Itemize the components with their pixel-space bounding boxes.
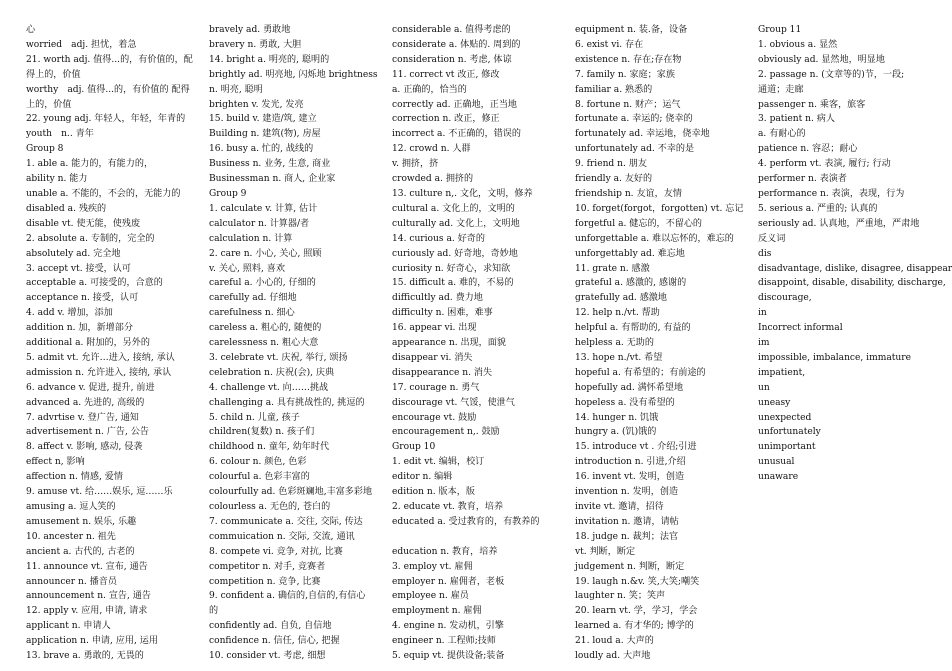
text-line: 3. accept vt. 接受，认可 <box>26 263 131 274</box>
text-line: calculator n. 计算器/者 <box>209 218 310 229</box>
text-line: bravely ad. 勇敢地 <box>209 25 291 35</box>
text-line: 2. care n. 小心, 关心, 照顾 <box>209 248 322 259</box>
text-line: brighten v. 发光, 发亮 <box>209 99 304 110</box>
text-line: hungry a. (饥)饿的 <box>575 427 657 438</box>
text-line: 3. employ vt. 雇佣 <box>392 561 473 572</box>
text-line: hopefully ad. 满怀希望地 <box>575 382 684 393</box>
text-line: 7. family n. 家庭；家族 <box>575 69 675 80</box>
text-line: 21. loud a. 大声的 <box>575 636 654 647</box>
text-line: applicant n. 申请人 <box>26 621 111 632</box>
text-line: ability n. 能力 <box>26 174 88 185</box>
text-line: 8. compete vi. 竞争, 对抗, 比赛 <box>209 546 343 557</box>
text-line: bravery n. 勇敢, 大胆 <box>209 39 302 50</box>
text-line: helpful a. 有帮助的, 有益的 <box>575 323 691 334</box>
text-line: childhood n. 童年, 幼年时代 <box>209 442 330 453</box>
text-line: 16. invent vt. 发明，创造 <box>575 472 685 483</box>
text-line: 22. young adj. 年轻人，年轻，年青的 <box>26 114 186 125</box>
text-line: colourfully ad. 色彩斑斓地,丰富多彩地 <box>209 487 373 498</box>
text-line: considerable a. 值得考虑的 <box>392 25 511 35</box>
text-line: 4. perform vt. 表演, 履行; 行动 <box>758 159 891 170</box>
text-line: 9. confident a. 确信的,自信的,有信心 <box>209 591 366 602</box>
text-line: challenging a. 具有挑战性的, 挑逗的 <box>209 397 365 408</box>
text-line: confidently ad. 自负, 自信地 <box>209 621 332 632</box>
text-line: 17. courage n. 勇气 <box>392 382 480 393</box>
text-line: 4. add v. 增加，添加 <box>26 308 113 319</box>
text-line: friendly a. 友好的 <box>575 174 653 185</box>
text-line: 5. admit vt. 允许…进入, 接纳, 承认 <box>26 352 175 363</box>
text-line: un <box>758 382 770 393</box>
text-line: competition n. 竞争, 比赛 <box>209 576 321 587</box>
text-line: appearance n. 出现，面貌 <box>392 338 506 349</box>
text-line: 1. obvious a. 显然 <box>758 39 838 50</box>
text-line: invention n. 发明，创造 <box>575 487 679 498</box>
text-line: 7. communicate a. 交往, 交际, 传达 <box>209 516 363 527</box>
text-line: Group 10 <box>392 442 436 453</box>
text-line: engineer n. 工程师;技师 <box>392 636 496 647</box>
text-line: 9. amuse vt. 给……娱乐, 逗……乐 <box>26 487 173 498</box>
text-line: unimportant <box>758 442 816 453</box>
text-line: worried adj. 担忧，着急 <box>26 39 137 50</box>
text-line: cultural a. 文化上的，文明的 <box>392 203 515 214</box>
text-line: 9. friend n. 朋友 <box>575 159 647 170</box>
text-line: 6. exist vi. 存在 <box>575 39 644 50</box>
text-line: acceptance n. 接受，认可 <box>26 293 139 304</box>
text-line: Group 11 <box>758 25 802 35</box>
text-line: consideration n. 考虑, 体谅 <box>392 54 512 65</box>
text-line: curiously ad. 好奇地，奇妙地 <box>392 248 518 259</box>
text-line: 5. child n. 儿童, 孩子 <box>209 412 300 423</box>
text-line: loudly ad. 大声地 <box>575 651 651 662</box>
text-line: friendship n. 友谊，友情 <box>575 188 682 199</box>
text-line: 4. challenge vt. 向……挑战 <box>209 382 329 393</box>
text-line: unexpected <box>758 412 812 423</box>
text-line: v. 拥挤，挤 <box>392 159 439 170</box>
text-line: advertisement n. 广告, 公告 <box>26 427 149 438</box>
text-line: 13. hope n./vt. 希望 <box>575 352 663 363</box>
text-line: Group 9 <box>209 188 247 199</box>
text-line: difficulty n. 困难，难事 <box>392 308 493 319</box>
text-line: unforgettable a. 难以忘怀的，难忘的 <box>575 233 734 244</box>
text-line: celebration n. 庆祝(会), 庆典 <box>209 367 335 378</box>
text-line: laughter n. 笑；笑声 <box>575 591 666 602</box>
text-line: edition n. 版本，版 <box>392 487 475 498</box>
text-line: 8. affect v. 影响, 感动, 侵袭 <box>26 442 143 453</box>
text-line: 的 <box>209 606 219 617</box>
text-line: editor n. 编辑 <box>392 472 453 483</box>
text-line: uneasy <box>758 397 791 408</box>
text-line: additional a. 附加的，另外的 <box>26 338 150 349</box>
text-line: 12. help n./vt. 帮助 <box>575 308 660 319</box>
text-line: 16. busy a. 忙的, 战线的 <box>209 144 314 155</box>
text-line: incorrect a. 不正确的，错误的 <box>392 129 521 140</box>
text-line: amusing a. 逗人笑的 <box>26 502 116 512</box>
text-line: 反义词 <box>758 233 786 244</box>
text-line: Businessman n. 商人, 企业家 <box>209 174 336 185</box>
text-line: disappear vi. 消失 <box>392 352 473 363</box>
text-line: 3. celebrate vt. 庆祝, 举行, 颂扬 <box>209 352 348 363</box>
text-line: 得上的，价值 <box>26 69 81 80</box>
text-line: disadvantage, dislike, disagree, disappear <box>758 263 952 274</box>
text-line: carefulness n. 细心 <box>209 308 295 319</box>
text-line: gratefully ad. 感激地 <box>575 293 667 304</box>
text-line: 11. announce vt. 宣布, 通告 <box>26 561 148 572</box>
text-line: invite vt. 邀请，招待 <box>575 502 664 512</box>
text-line: crowded a. 拥挤的 <box>392 174 474 185</box>
text-line: 14. hunger n. 饥饿 <box>575 412 659 423</box>
text-line: correctly ad. 正确地，正当地 <box>392 99 518 110</box>
text-line: unable a. 不能的，不会的，无能力的 <box>26 188 181 199</box>
text-line: education n. 教育，培养 <box>392 546 498 557</box>
text-line: judgement n. 判断，断定 <box>575 561 685 572</box>
text-line: unfortunately ad. 不幸的是 <box>575 144 695 155</box>
text-line: 4. engine n. 发动机，引擎 <box>392 621 504 632</box>
text-line: encouragement n,. 鼓励 <box>392 427 500 438</box>
text-line: performer n. 表演者 <box>758 174 847 185</box>
text-line: Group 8 <box>26 144 64 155</box>
text-line: 2. educate vt. 教育，培养 <box>392 502 504 512</box>
text-line: careful a. 小心的, 仔细的 <box>209 278 316 289</box>
text-line: 2. passage n. (文章等的)节，一段; <box>758 69 905 80</box>
text-line: acceptable a. 可接受的，合意的 <box>26 278 163 289</box>
text-line: 10. consider vt. 考虑, 细想 <box>209 651 326 662</box>
text-line: 1. calculate v. 计算, 估计 <box>209 203 318 214</box>
text-line: 1. able a. 能力的，有能力的， <box>26 159 154 170</box>
text-line: effect n, 影响 <box>26 457 85 468</box>
text-line: 15. build v. 建造/筑, 建立 <box>209 114 317 125</box>
text-line: im <box>758 338 770 349</box>
text-line: competitor n. 对手, 竞赛者 <box>209 561 326 572</box>
text-line: amusement n. 娱乐, 乐趣 <box>26 516 137 527</box>
text-line: announcement n. 宣告, 通告 <box>26 591 151 602</box>
text-line: disappoint, disable, disability, discharge, <box>758 278 946 289</box>
text-line: employer n. 雇佣者，老板 <box>392 576 505 587</box>
text-line: application n. 申请, 应用, 运用 <box>26 636 158 647</box>
text-line: 13. culture n,. 文化，文明，修养 <box>392 188 533 199</box>
text-line: 14. curious a. 好奇的 <box>392 233 485 244</box>
text-line: 10. forget(forgot，forgotten) vt. 忘记 <box>575 203 744 214</box>
text-column-1 <box>26 23 192 664</box>
text-line: careless a. 粗心的, 随便的 <box>209 323 322 334</box>
text-line: unaware <box>758 472 799 483</box>
text-line: in <box>758 308 767 319</box>
text-line: 6. colour n. 颜色, 色彩 <box>209 457 307 468</box>
text-line: employee n. 雇员 <box>392 591 469 602</box>
text-line: 11. grate n. 感激 <box>575 263 650 274</box>
text-line: v. 关心, 照料, 喜欢 <box>209 263 285 274</box>
text-line: confidence n. 信任, 信心, 把握 <box>209 636 340 647</box>
text-line: 21. worth adj. 值得...的，有价值的，配 <box>26 54 193 65</box>
text-column-3 <box>392 23 558 664</box>
text-line: 心 <box>26 25 36 35</box>
text-column-4 <box>575 23 744 664</box>
text-line: discourage vt. 气馁，使泄气 <box>392 397 515 408</box>
text-line: curiosity n. 好奇心，求知欲 <box>392 263 511 274</box>
text-line: forgetful a. 健忘的，不留心的 <box>575 218 703 229</box>
text-line: hopeless a. 没有希望的 <box>575 397 675 408</box>
text-line: 14. bright a. 明亮的, 聪明的 <box>209 54 330 65</box>
text-line: affection n. 情感, 爱情 <box>26 472 123 483</box>
text-line: announcer n. 播音员 <box>26 576 117 587</box>
text-line: 6. advance v. 促进, 提升, 前进 <box>26 382 155 393</box>
text-line: Incorrect informal <box>758 323 843 334</box>
text-line: worthy adj. 值得...的，有价值的 配得 <box>26 84 190 95</box>
text-line: 12. apply v. 应用, 申请, 请求 <box>26 606 148 617</box>
text-line: helpless a. 无助的 <box>575 338 654 349</box>
text-line: unfortunately <box>758 427 821 438</box>
text-line: 11. correct vt 改正, 修改 <box>392 69 500 80</box>
text-line: seriously ad. 认真地，严重地，严肃地 <box>758 218 920 229</box>
text-line: 通道；走廊 <box>758 84 804 95</box>
text-line: 20. learn vt. 学，学习，学会 <box>575 606 698 617</box>
text-line <box>392 530 558 545</box>
text-line: existence n. 存在;存在物 <box>575 54 682 65</box>
text-line: ancient a. 古代的, 古老的 <box>26 546 135 557</box>
text-line: commuication n. 交际, 交流, 通讯 <box>209 531 355 542</box>
text-line: unforgettably ad. 难忘地 <box>575 248 685 259</box>
text-line: 1. edit vt. 编辑，校订 <box>392 457 485 468</box>
text-line: performance n. 表演，表现，行为 <box>758 188 905 199</box>
text-line: 上的，价值 <box>26 99 72 110</box>
text-line: colourless a. 无色的, 苍白的 <box>209 502 331 512</box>
text-line: disable vt. 使无能，使残废 <box>26 218 141 229</box>
text-line: 5. serious a. 严重的; 认真的 <box>758 203 878 214</box>
text-line: impossible, imbalance, immature <box>758 352 911 363</box>
text-line: dis <box>758 248 772 259</box>
text-line: colourful a. 色彩丰富的 <box>209 472 310 483</box>
text-line: considerate a. 体贴的. 周到的 <box>392 39 521 50</box>
text-line: learned a. 有才华的; 博学的 <box>575 621 694 632</box>
text-line: a. 正确的，恰当的 <box>392 84 467 95</box>
text-line: addition n. 加，新增部分 <box>26 323 133 334</box>
text-line: difficultly ad. 费力地 <box>392 293 483 304</box>
text-line: grateful a. 感激的, 感谢的 <box>575 278 687 289</box>
text-line: absolutely ad. 完全地 <box>26 248 121 259</box>
text-line: disappearance n. 消失 <box>392 367 493 378</box>
text-line: 16. appear vi. 出现 <box>392 323 477 334</box>
text-line: n. 明亮, 聪明 <box>209 84 263 95</box>
text-line: patience n. 容忍；耐心 <box>758 144 858 155</box>
text-line: 7. advrtise v. 登广告, 通知 <box>26 412 139 423</box>
text-line: Business n. 业务, 生意, 商业 <box>209 159 331 170</box>
text-line: obviously ad. 显然地，明显地 <box>758 54 885 65</box>
text-line: passenger n. 乘客，旅客 <box>758 99 866 110</box>
text-line: culturally ad. 文化上，文明地 <box>392 218 520 229</box>
text-line: 3. patient n. 病人 <box>758 114 835 125</box>
text-line: vt. 判断，断定 <box>575 546 636 557</box>
text-line: encourage vt. 鼓励 <box>392 412 477 423</box>
text-line: 18. judge n. 裁判；法官 <box>575 531 679 542</box>
document-page <box>26 23 952 663</box>
text-line: a. 有耐心的 <box>758 129 806 140</box>
text-line: 12. crowd n. 人群 <box>392 144 471 155</box>
text-line: introduction n. 引进,介绍 <box>575 457 686 468</box>
text-line: discourage, <box>758 293 812 304</box>
text-line: equipment n. 装.备，设备 <box>575 25 688 35</box>
text-line: carelessness n. 粗心大意 <box>209 338 319 349</box>
text-line: 15. difficult a. 难的，不易的 <box>392 278 514 289</box>
text-line: 13. brave a. 勇敢的, 无畏的 <box>26 651 144 662</box>
text-line: 10. ancester n. 祖先 <box>26 531 116 542</box>
text-line: correction n. 改正，修正 <box>392 114 500 125</box>
text-line: familiar a. 熟悉的 <box>575 84 653 95</box>
text-line: fortunate a. 幸运的; 侥幸的 <box>575 114 693 125</box>
text-line: hopeful a. 有希望的；有前途的 <box>575 367 706 378</box>
text-line: impatient, <box>758 367 806 378</box>
text-line: calculation n. 计算 <box>209 233 293 244</box>
text-line: advanced a. 先进的, 高级的 <box>26 397 145 408</box>
text-line: youth n.. 青年 <box>26 129 94 140</box>
text-line: 5. equip vt. 提供设备;装备 <box>392 651 505 662</box>
text-line: Building n. 建筑(物), 房屋 <box>209 129 321 140</box>
text-line: 15. introduce vt . 介绍;引进 <box>575 442 697 453</box>
text-line: unusual <box>758 457 795 468</box>
text-line: 2. absolute a. 专制的，完全的 <box>26 233 155 244</box>
text-line: disabled a. 残疾的 <box>26 203 107 214</box>
text-column-2 <box>209 23 378 664</box>
text-line: 19. laugh n.&v. 笑,大笑;嘲笑 <box>575 576 700 587</box>
text-line: 8. fortune n. 财产；运气 <box>575 99 681 110</box>
text-line: educated a. 受过教育的，有教养的 <box>392 516 540 527</box>
text-line: invitation n. 邀请，请帖 <box>575 516 679 527</box>
text-line: carefully ad. 仔细地 <box>209 293 297 304</box>
text-line: admission n. 允许进入, 接纳, 承认 <box>26 367 172 378</box>
text-line: children(复数) n. 孩子们 <box>209 427 315 438</box>
text-line: brightly ad. 明亮地, 闪烁地 brightness <box>209 69 378 80</box>
text-line: employment n. 雇佣 <box>392 606 482 617</box>
text-line: fortunately ad. 幸运地，侥幸地 <box>575 129 710 140</box>
text-column-5 <box>758 23 952 664</box>
